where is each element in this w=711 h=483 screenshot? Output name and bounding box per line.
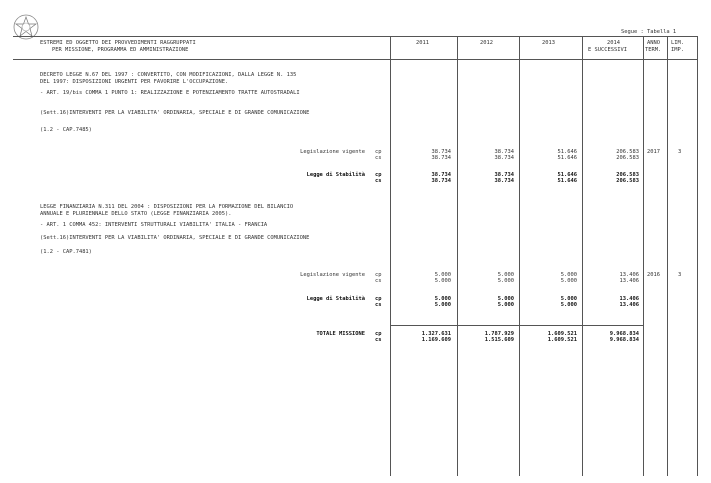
col-divider-2013 (519, 36, 520, 476)
block1-sector: (Sett.16)INTERVENTI PER LA VIABILITA' ORDINARIA, SPECIALE E DI GRANDE COMUNICAZIONE (40, 110, 310, 116)
block1-row1-2011-cp: 38.734 (431, 149, 451, 155)
header-anno-line2: TERM. (645, 47, 662, 53)
block2-row2-2014-cp: 13.406 (619, 296, 639, 302)
block2-row1-cs: cs (375, 278, 382, 284)
totale-2014-cp: 9.968.834 (609, 331, 639, 337)
block2-row1-2012-cs: 5.000 (497, 278, 514, 284)
block2-row1-2011-cp: 5.000 (434, 272, 451, 278)
block1-row1-2012-cs: 38.734 (494, 155, 514, 161)
block1-title-line2: DEL 1997: DISPOSIZIONI URGENTI PER FAVORIRE L'OCCUPAZIONE. (40, 79, 229, 85)
totale-cs: cs (375, 337, 382, 343)
totale-cp: cp (375, 331, 382, 337)
block2-title-line2: ANNUALE E PLURIENNALE DELLO STATO (LEGGE FINANZIARIA 2005). (40, 211, 232, 217)
totale-2013-cs: 1.609.521 (547, 337, 577, 343)
block2-chapter: (1.2 - CAP.7481) (40, 249, 92, 255)
block1-row1-anno: 2017 (647, 149, 660, 155)
block1-row1-2011-cs: 38.734 (431, 155, 451, 161)
block2-row2-2014-cs: 13.406 (619, 302, 639, 308)
block1-row2-label: Legge di Stabilità (306, 172, 365, 178)
block2-row2-2012-cp: 5.000 (497, 296, 514, 302)
totale-2011-cp: 1.327.631 (421, 331, 451, 337)
totale-2012-cp: 1.787.929 (484, 331, 514, 337)
block1-row1-lim: 3 (678, 149, 682, 155)
block1-row1-2014-cp: 206.583 (616, 149, 639, 155)
block2-row2-cs: cs (375, 302, 382, 308)
totale-label: TOTALE MISSIONE (316, 331, 365, 337)
block2-article: - ART. 1 COMMA 452: INTERVENTI STRUTTURALI VIABILITA' ITALIA - FRANCIA (40, 222, 268, 228)
col-divider-2012 (457, 36, 458, 476)
header-lim-line2: IMP. (671, 47, 684, 53)
totale-2014-cs: 9.968.834 (609, 337, 639, 343)
block1-chapter: (1.2 - CAP.7485) (40, 127, 92, 133)
block1-row2-2014-cs: 206.583 (616, 178, 639, 184)
col-divider-2014 (582, 36, 583, 476)
header-anno-line1: ANNO (647, 40, 660, 46)
block1-row2-2011-cp: 38.734 (431, 172, 451, 178)
block2-row2-cp: cp (375, 296, 382, 302)
block1-row1-2012-cp: 38.734 (494, 149, 514, 155)
block1-row1-cp: cp (375, 149, 382, 155)
block2-row2-2011-cp: 5.000 (434, 296, 451, 302)
block2-row1-2013-cs: 5.000 (560, 278, 577, 284)
block1-row1-label: Legislazione vigente (300, 149, 365, 155)
block1-row2-2012-cs: 38.734 (494, 178, 514, 184)
block2-row1-2013-cp: 5.000 (560, 272, 577, 278)
block1-article: - ART. 19/bis COMMA 1 PUNTO 1: REALIZZAZIONE E POTENZIAMENTO TRATTE AUTOSTRADALI (40, 90, 300, 96)
table-top-rule (13, 36, 698, 37)
block2-row1-cp: cp (375, 272, 382, 278)
totale-2012-cs: 1.515.609 (484, 337, 514, 343)
block1-row2-cp: cp (375, 172, 382, 178)
totale-top-rule (390, 325, 643, 326)
block1-row1-cs: cs (375, 155, 382, 161)
block1-row2-cs: cs (375, 178, 382, 184)
block1-row1-2013-cs: 51.646 (557, 155, 577, 161)
col-divider-anno (643, 36, 644, 476)
block2-row2-2012-cs: 5.000 (497, 302, 514, 308)
header-col1-line2: PER MISSIONE, PROGRAMMA ED AMMINISTRAZIONE (52, 47, 189, 53)
block1-row2-2014-cp: 206.583 (616, 172, 639, 178)
header-2013: 2013 (542, 40, 555, 46)
block2-row1-2014-cp: 13.406 (619, 272, 639, 278)
block2-row2-2013-cp: 5.000 (560, 296, 577, 302)
header-lim-line1: LIM. (671, 40, 684, 46)
block2-row1-anno: 2016 (647, 272, 660, 278)
header-col1-line1: ESTREMI ED OGGETTO DEI PROVVEDIMENTI RAGGRUPPATI (40, 40, 196, 46)
header-2012: 2012 (480, 40, 493, 46)
block2-row1-2012-cp: 5.000 (497, 272, 514, 278)
block1-row2-2012-cp: 38.734 (494, 172, 514, 178)
emblem-icon (11, 12, 41, 42)
block2-row1-lim: 3 (678, 272, 682, 278)
block2-row1-2011-cs: 5.000 (434, 278, 451, 284)
block1-row2-2011-cs: 38.734 (431, 178, 451, 184)
block2-row1-label: Legislazione vigente (300, 272, 365, 278)
block1-row2-2013-cp: 51.646 (557, 172, 577, 178)
totale-2011-cs: 1.169.609 (421, 337, 451, 343)
header-2011: 2011 (416, 40, 429, 46)
block1-row1-2014-cs: 206.583 (616, 155, 639, 161)
page-reference: Segue : Tabella 1 (621, 29, 677, 35)
col-divider-2011 (390, 36, 391, 476)
block1-row2-2013-cs: 51.646 (557, 178, 577, 184)
block1-title-line1: DECRETO LEGGE N.67 DEL 1997 : CONVERTITO, CON MODIFICAZIONI, DALLA LEGGE N. 135 (40, 72, 297, 78)
header-bottom-rule (13, 59, 698, 60)
totale-2013-cp: 1.609.521 (547, 331, 577, 337)
block2-row2-label: Legge di Stabilità (306, 296, 365, 302)
block2-title-line1: LEGGE FINANZIARIA N.311 DEL 2004 : DISPOSIZIONI PER LA FORMAZIONE DEL BILANCIO (40, 204, 294, 210)
block2-row2-2011-cs: 5.000 (434, 302, 451, 308)
header-2014-line1: 2014 (607, 40, 620, 46)
block2-row1-2014-cs: 13.406 (619, 278, 639, 284)
block2-row2-2013-cs: 5.000 (560, 302, 577, 308)
block1-row1-2013-cp: 51.646 (557, 149, 577, 155)
col-divider-right (697, 36, 698, 476)
header-2014-line2: E SUCCESSIVI (588, 47, 627, 53)
col-divider-lim (667, 36, 668, 476)
block2-sector: (Sett.16)INTERVENTI PER LA VIABILITA' ORDINARIA, SPECIALE E DI GRANDE COMUNICAZIONE (40, 235, 310, 241)
